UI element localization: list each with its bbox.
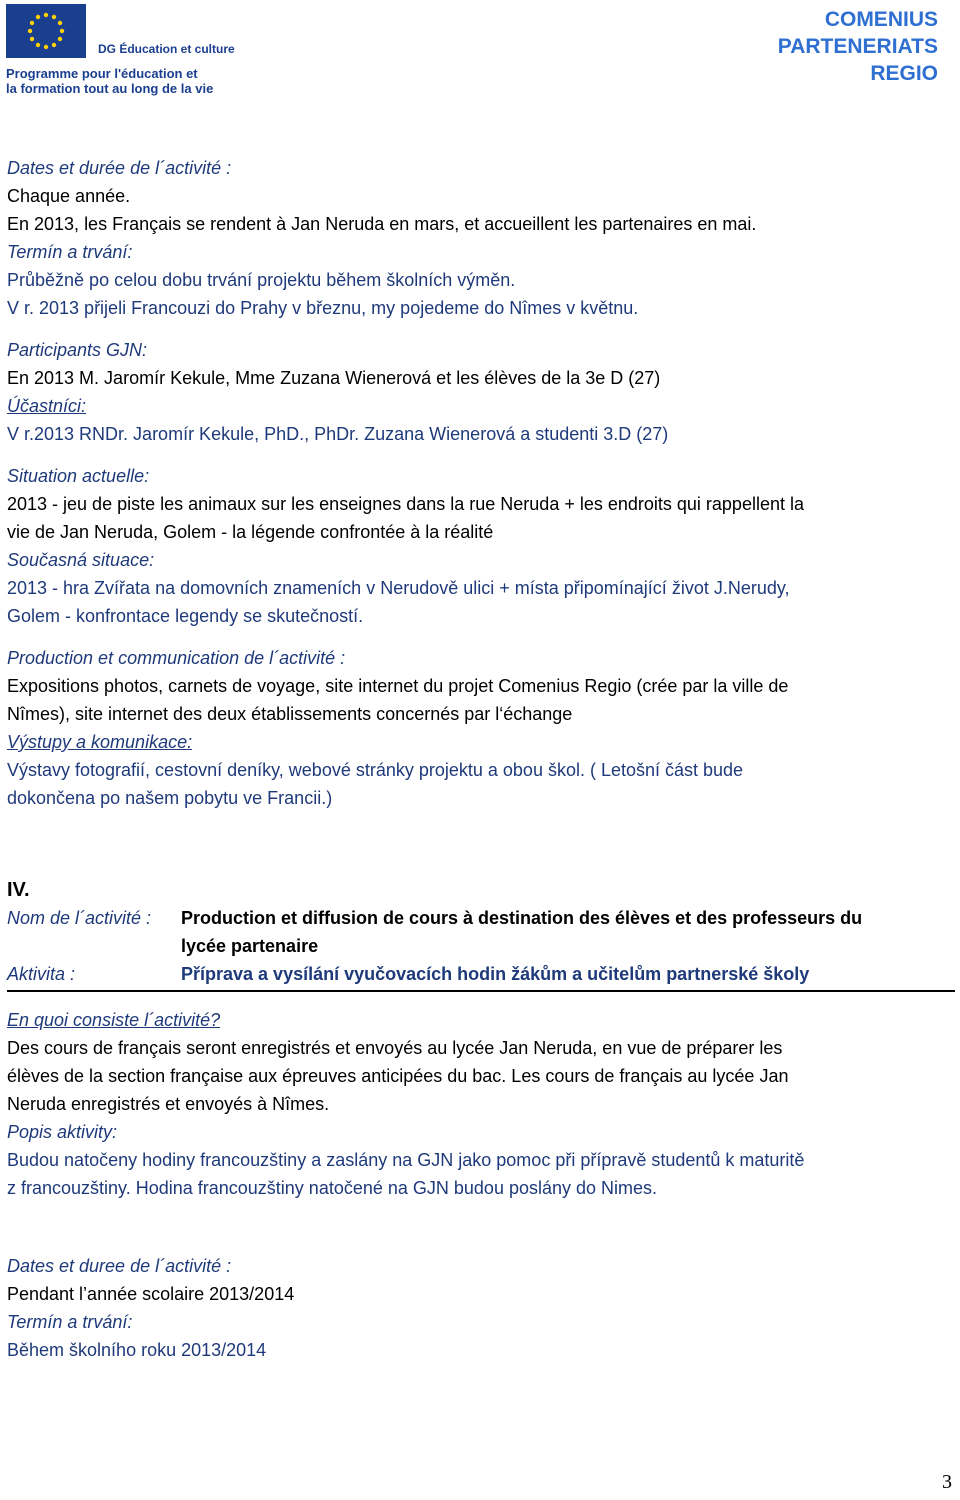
- activity-name-row-cz: [7, 960, 955, 992]
- document-body: [7, 154, 947, 1364]
- activity-name-label-cz: Aktivita :: [7, 964, 76, 984]
- dates-text-fr-1: Chaque année.: [7, 186, 131, 206]
- s4-dates-text-cz: Během školního roku 2013/2014: [7, 1340, 267, 1360]
- situation-text-cz-1: 2013 - hra Zvířata na domovních znameních v Nerudově ulici + místa připomínající život J.Nerudy,: [7, 578, 790, 598]
- activity-name-fr-line-1: Production et diffusion de cours à destination des élèves et des professeurs du: [181, 908, 863, 928]
- s4-dates-label-fr: Dates et duree de l´activité :: [7, 1256, 232, 1276]
- dates-text-fr-2: En 2013, les Français se rendent à Jan Neruda en mars, et accueillent les partenaires en mai.: [7, 214, 757, 234]
- page-header-title: [778, 6, 938, 87]
- what-label-fr: En quoi consiste l´activité?: [7, 1010, 221, 1030]
- logo-org-text: DG Éducation et culture: [98, 42, 235, 56]
- what-text-fr-3: Neruda enregistrés et envoyés à Nîmes.: [7, 1094, 330, 1114]
- activity-name-fr: [181, 904, 862, 932]
- dates-label-fr: Dates et durée de l´activité :: [7, 158, 232, 178]
- dates-label-cz: Termín a trvání:: [7, 242, 133, 262]
- participants-text-fr: En 2013 M. Jaromír Kekule, Mme Zuzana Wienerová et les élèves de la 3e D (27): [7, 368, 661, 388]
- situation-text-fr-2: vie de Jan Neruda, Golem - la légende confrontée à la réalité: [7, 522, 494, 542]
- logo-programme-line-2: la formation tout au long de la vie: [6, 81, 214, 96]
- production-text-cz-1: Výstavy fotografií, cestovní deníky, webové stránky projektu a obou škol. ( Letošní část bude: [7, 760, 744, 780]
- production-text-cz-2: dokončena po našem pobytu ve Francii.): [7, 788, 333, 808]
- participants-text-cz: V r.2013 RNDr. Jaromír Kekule, PhD., PhDr. Zuzana Wienerová a studenti 3.D (27): [7, 424, 669, 444]
- activity-name-label-fr: Nom de l´activité :: [7, 908, 152, 928]
- what-text-fr-2: élèves de la section française aux épreuves anticipées du bac. Les cours de français au lycée Jan: [7, 1066, 789, 1086]
- dates-text-cz-1: Průběžně po celou dobu trvání projektu během školních výměn.: [7, 270, 516, 290]
- eu-flag-icon: [6, 4, 86, 58]
- activity-name-fr-line-2: lycée partenaire: [181, 936, 319, 956]
- participants-label-fr: Participants GJN:: [7, 340, 148, 360]
- header-title-line-2: PARTENERIATS: [777, 35, 938, 58]
- activity-name-row-fr-2: [7, 932, 947, 960]
- what-label-cz: Popis aktivity:: [7, 1122, 118, 1142]
- dates-text-cz-2: V r. 2013 přijeli Francouzi do Prahy v březnu, my pojedeme do Nîmes v květnu.: [7, 298, 639, 318]
- what-text-cz-1: Budou natočeny hodiny francouzštiny a zaslány na GJN jako pomoc při přípravě studentů k maturitě: [7, 1150, 805, 1170]
- activity-name-row-fr: [7, 904, 947, 932]
- production-label-cz: Výstupy a komunikace:: [7, 732, 193, 752]
- header-title-line-1: COMENIUS: [824, 8, 938, 31]
- logo-programme-text: [6, 66, 213, 96]
- s4-dates-text-fr: Pendant l’année scolaire 2013/2014: [7, 1284, 295, 1304]
- what-text-cz-2: z francouzštiny. Hodina francouzštiny natočené na GJN budou poslány do Nimes.: [7, 1178, 658, 1198]
- section-number: IV.: [7, 879, 30, 901]
- situation-label-cz: Současná situace:: [7, 550, 155, 570]
- eu-programme-logo: [6, 4, 235, 98]
- situation-label-fr: Situation actuelle:: [7, 466, 150, 486]
- situation-text-fr-1: 2013 - jeu de piste les animaux sur les enseignes dans la rue Neruda + les endroits qui rappellent la: [7, 494, 804, 514]
- participants-label-cz: Účastníci:: [7, 396, 87, 416]
- production-text-fr-2: Nîmes), site internet des deux établissements concernés par l‘échange: [7, 704, 573, 724]
- logo-programme-line-1: Programme pour l'éducation et: [6, 66, 198, 81]
- header-title-line-3: REGIO: [870, 62, 938, 85]
- production-label-fr: Production et communication de l´activité :: [7, 648, 346, 668]
- production-text-fr-1: Expositions photos, carnets de voyage, site internet du projet Comenius Regio (crée par la ville de: [7, 676, 789, 696]
- what-text-fr-1: Des cours de français seront enregistrés et envoyés au lycée Jan Neruda, en vue de préparer les: [7, 1038, 783, 1058]
- activity-name-cz: Příprava a vysílání vyučovacích hodin žákům a učitelům partnerské školy: [181, 964, 810, 984]
- s4-dates-label-cz: Termín a trvání:: [7, 1312, 133, 1332]
- page-number: 3: [942, 1471, 952, 1493]
- situation-text-cz-2: Golem - konfrontace legendy se skutečností.: [7, 606, 364, 626]
